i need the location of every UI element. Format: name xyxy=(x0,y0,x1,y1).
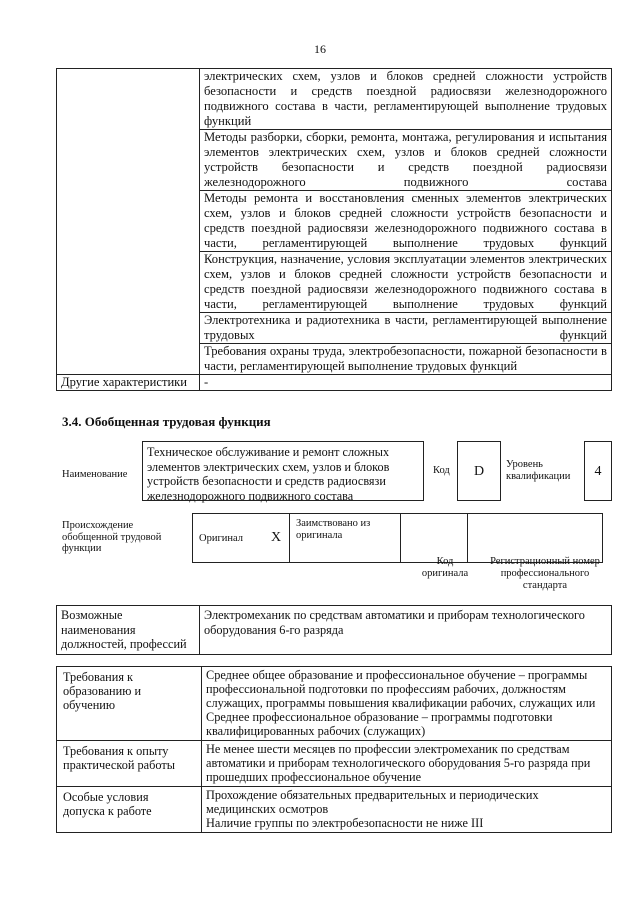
special-conditions-label-line: Особые условия xyxy=(63,790,149,804)
requirements-table xyxy=(56,666,612,833)
borrowed-label-line: оригинала xyxy=(296,530,343,541)
borrowed-label xyxy=(290,514,401,563)
origin-label-line: функции xyxy=(62,543,102,554)
caption-line: стандарта xyxy=(522,580,568,591)
origin-label xyxy=(62,520,182,555)
caption-line: Регистрационный номер xyxy=(490,556,600,567)
knowledge-item: Электротехника и радиотехника в части, регламентирующей выполнение трудовых функций xyxy=(200,313,612,344)
special-conditions-label-line: допуска к работе xyxy=(63,804,152,818)
code-label: Код xyxy=(433,465,450,476)
table-row xyxy=(57,741,612,787)
knowledge-item: Конструкция, назначение, условия эксплуатации элементов электрических схем, узлов и блоков средней сложности устройств безопасности и средств поездной радиосвязи железнодорожного подвижного состава в части, регламентирующей выполнение трудовых функций xyxy=(200,252,612,313)
origin-label-line: обобщенной трудовой xyxy=(62,531,162,543)
table-row xyxy=(57,787,612,833)
special-conditions-value xyxy=(202,787,612,833)
page-number: 16 xyxy=(314,42,326,56)
table-row xyxy=(57,667,612,741)
knowledge-table xyxy=(56,68,612,391)
experience-label-line: практической работы xyxy=(63,758,175,772)
education-label xyxy=(57,667,202,741)
education-value-line: Среднее профессиональное образование – программы подготовки квалифицированных рабочих (служащих) xyxy=(206,710,553,738)
qualification-level-label xyxy=(506,459,570,483)
experience-value: Не менее шести месяцев по профессии электромеханик по средствам автоматики и приборам технологического оборудования 5-го разряда при прошедших профессиональное обучение xyxy=(202,741,612,787)
code-box: D xyxy=(457,441,501,501)
name-label: Наименование xyxy=(62,469,128,480)
positions-label-line: должностей, профессий xyxy=(61,637,187,651)
special-conditions-label xyxy=(57,787,202,833)
registration-number-caption xyxy=(478,556,612,592)
qualification-level-box: 4 xyxy=(584,441,612,501)
education-value xyxy=(202,667,612,741)
knowledge-item: Требования охраны труда, электробезопасности, пожарной безопасности в части, регламентирующей выполнение трудовых функций xyxy=(200,344,612,375)
function-name-box: Техническое обслуживание и ремонт сложных элементов электрических схем, узлов и блоков устройств безопасности и средств радиосвязи железнодорожного подвижного состава xyxy=(142,441,424,501)
origin-label-line: Происхождение xyxy=(62,520,134,531)
education-label-line: обучению xyxy=(63,698,116,712)
table-row xyxy=(57,606,612,655)
positions-label xyxy=(57,606,200,655)
qualification-level-label-line: квалификации xyxy=(506,471,571,482)
knowledge-item: электрических схем, узлов и блоков средней сложности устройств безопасности и средств поездной радиосвязи железнодорожного подвижного состава в части, регламентирующей выполнение трудовых функций xyxy=(200,69,612,130)
knowledge-item: Методы разборки, сборки, ремонта, монтажа, регулирования и испытания элементов электрических схем, узлов и блоков средней сложности устройств безопасности и средств поездной радиосвязи железнодорожного подвижного состава xyxy=(200,130,612,191)
caption-line: Код xyxy=(436,556,454,567)
empty-label-cell xyxy=(57,69,200,375)
other-characteristics-value: - xyxy=(200,375,612,391)
education-label-line: Требования к xyxy=(63,670,134,684)
education-value-line: Среднее общее образование и профессиональное обучение – программы профессиональной подготовки по профессиям рабочих, должностям служащих, программы повышения квалификации рабочих, служащих или xyxy=(206,668,596,710)
education-label-line: образованию и xyxy=(63,684,142,698)
experience-label xyxy=(57,741,202,787)
original-mark: X xyxy=(263,514,290,563)
original-code-caption xyxy=(412,556,478,580)
special-conditions-value-line: Прохождение обязательных предварительных и периодических медицинских осмотров xyxy=(206,788,539,816)
original-label: Оригинал xyxy=(193,514,264,563)
positions-table xyxy=(56,605,612,655)
caption-line: оригинала xyxy=(421,568,469,579)
positions-value: Электромеханик по средствам автоматики и приборам технологического оборудования 6-го разряда xyxy=(200,606,612,655)
other-characteristics-label: Другие характеристики xyxy=(57,375,200,391)
caption-line: профессионального xyxy=(500,568,590,579)
section-title: 3.4. Обобщенная трудовая функция xyxy=(62,414,271,429)
table-row xyxy=(57,375,612,391)
experience-label-line: Требования к опыту xyxy=(63,744,169,758)
qualification-level-label-line: Уровень xyxy=(506,459,543,470)
table-row xyxy=(57,69,612,130)
special-conditions-value-line: Наличие группы по электробезопасности не ниже III xyxy=(206,816,484,830)
knowledge-item: Методы ремонта и восстановления сменных элементов электрических схем, узлов и блоков средней сложности устройств безопасности и средств поездной радиосвязи железнодорожного подвижного состава в части, регламентирующей выполнение трудовых функций xyxy=(200,191,612,252)
positions-label-line: Возможные xyxy=(61,608,123,622)
borrowed-label-line: Заимствовано из xyxy=(296,518,371,529)
positions-label-line: наименования xyxy=(61,622,136,637)
